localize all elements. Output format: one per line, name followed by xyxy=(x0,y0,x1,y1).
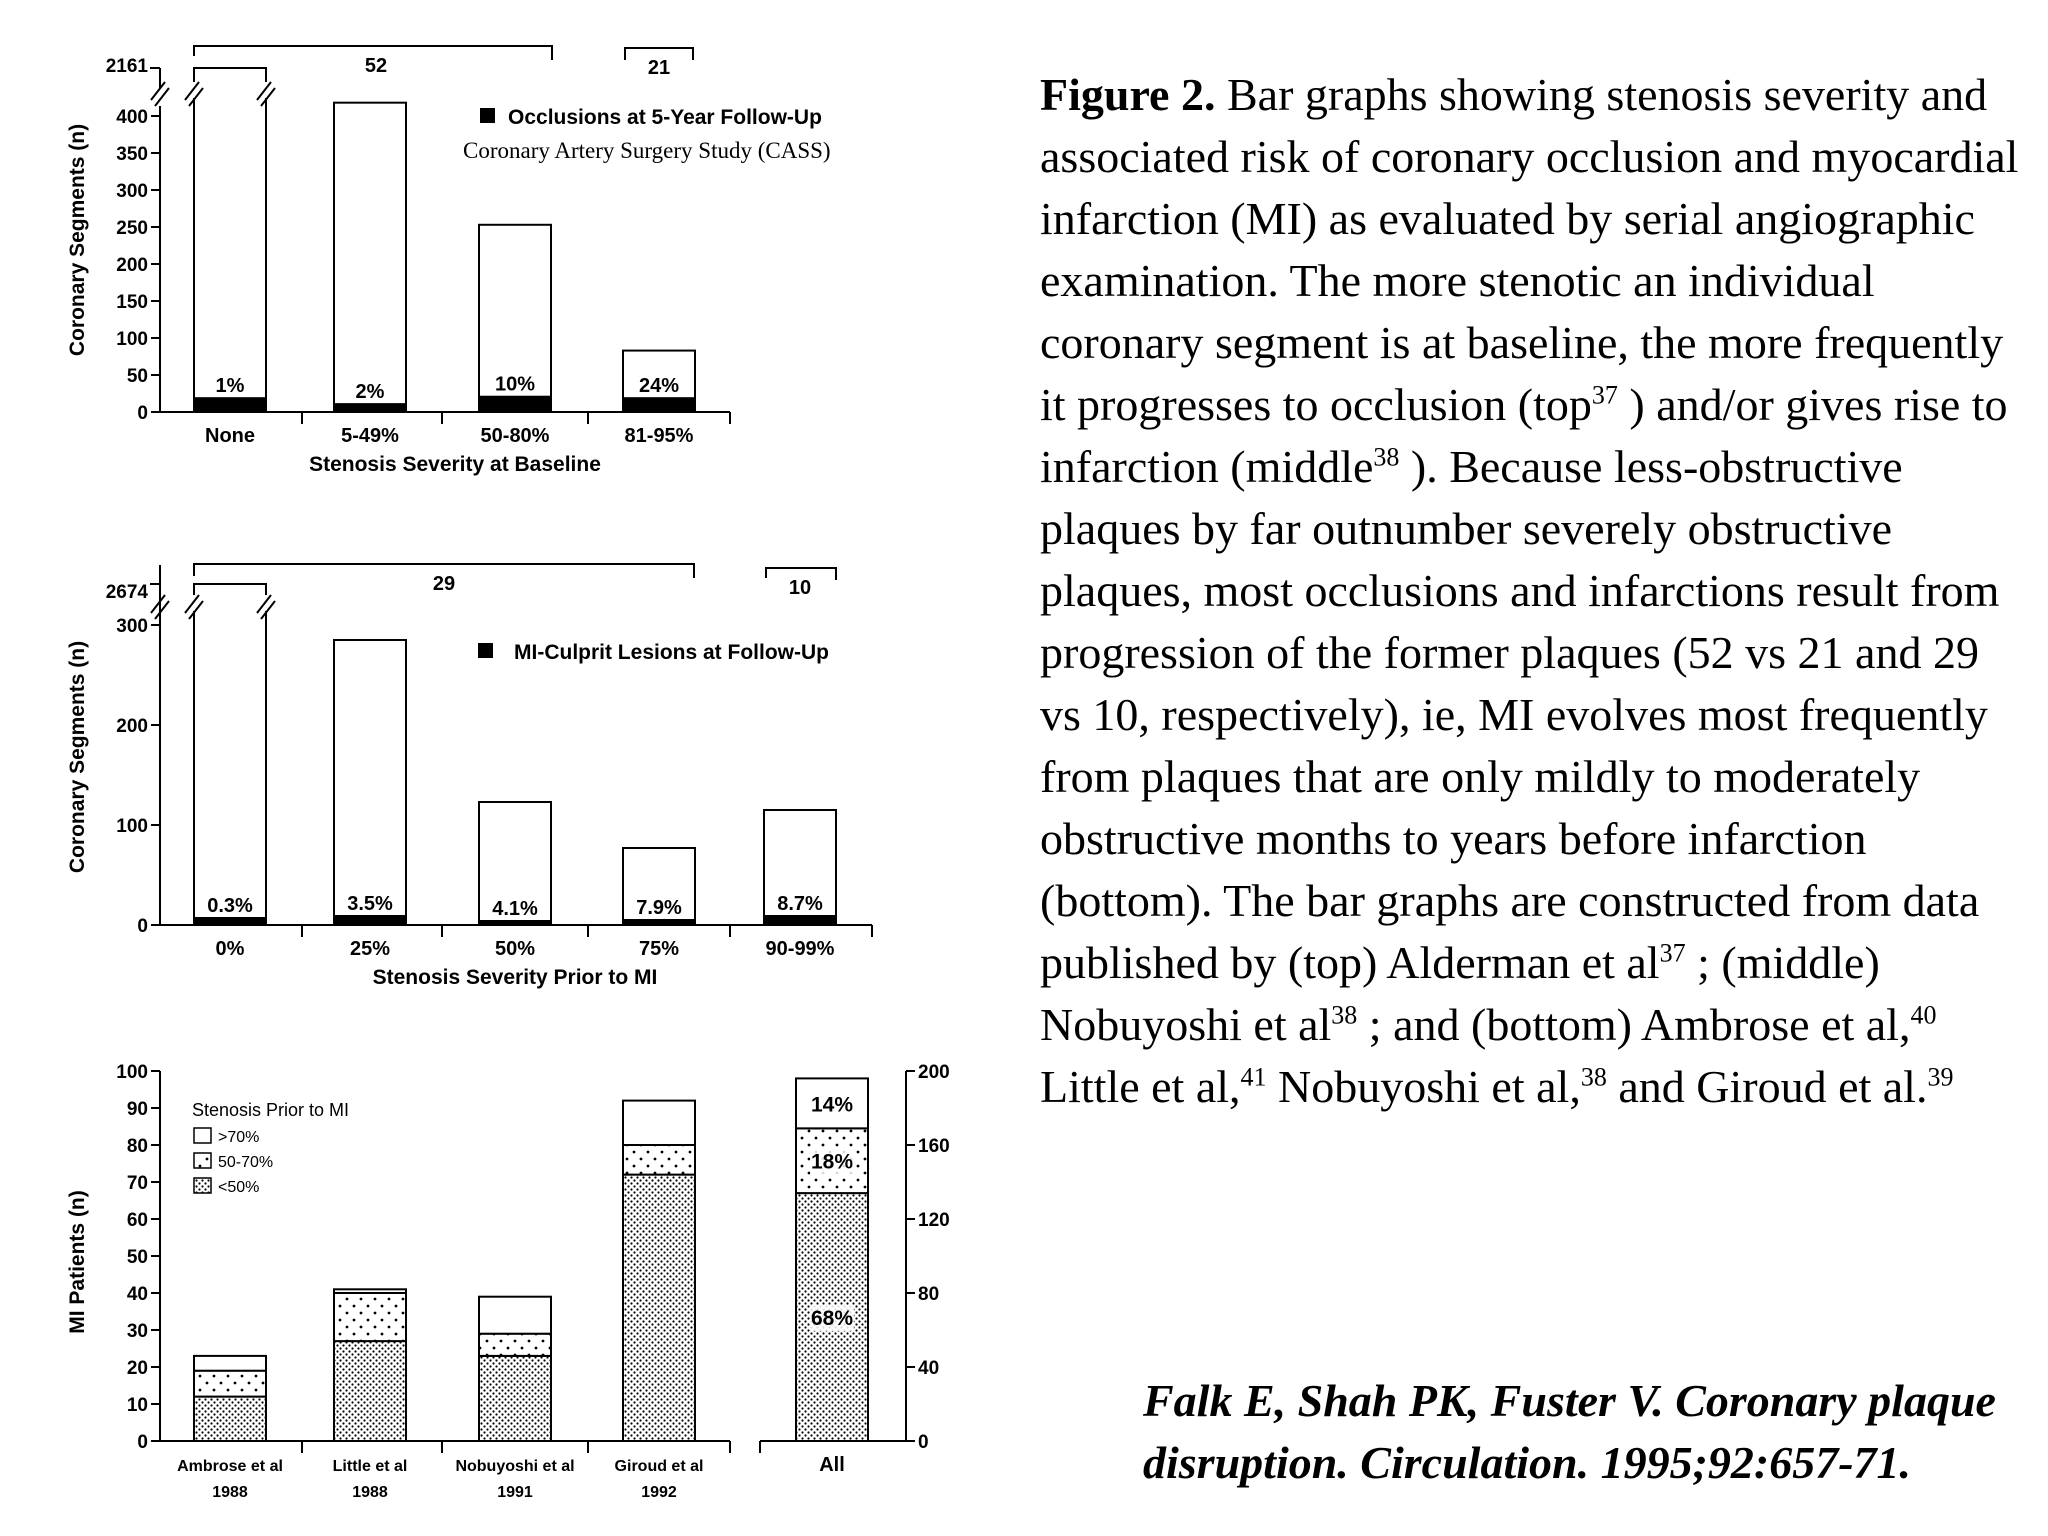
c2-bar-percent-label: 0.3% xyxy=(207,895,253,917)
c3-y-tick-label: 60 xyxy=(126,1210,148,1231)
c3-legend-title: Stenosis Prior to MI xyxy=(192,1100,350,1120)
c3-all-percent-label: 68% xyxy=(810,1307,854,1331)
c3-x-tick-label: Little et al xyxy=(332,1458,408,1475)
c2-y-tick-label: 100 xyxy=(116,816,148,837)
c3-bar-segment xyxy=(334,1293,406,1341)
c2-bar xyxy=(334,640,406,925)
c1-y-tick-label: 250 xyxy=(116,218,148,239)
c1-bar-percent-label: 24% xyxy=(638,375,680,398)
c3-y-tick-label: 40 xyxy=(126,1284,148,1305)
c3-y-tick-label: 80 xyxy=(126,1136,148,1157)
c3-bar-segment xyxy=(479,1356,551,1441)
c2-bar-percent-label: 7.9% xyxy=(636,897,682,919)
c1-y-tick-label: 350 xyxy=(116,144,148,165)
c3-legend-swatch-gt70 xyxy=(194,1128,211,1143)
c2-bracket-left-label: 29 xyxy=(432,573,456,595)
c3-y-axis-ticks xyxy=(116,1062,160,1453)
c3-y2-tick-label: 40 xyxy=(918,1358,940,1379)
caption-text-4: ; (middle) Nobuyoshi et al xyxy=(1040,937,1880,1050)
c1-x-tick-label: 50-80% xyxy=(480,425,550,447)
caption-text-1: Bar graphs showing stenosis severity and associated risk of coronary occlusion and myocardial infarction (MI) as evaluated by serial angiographic examination. The more stenotic an individual coronary segment is at baseline, the more frequently it progresses to occlusion (top xyxy=(1040,69,2019,430)
c3-y-tick-label: 10 xyxy=(126,1395,148,1416)
c3-bar-segment xyxy=(334,1341,406,1441)
c1-y-tick-label: 150 xyxy=(116,292,148,313)
c1-y-tick-label: 0 xyxy=(137,403,148,424)
c3-legend-label-gt70: >70% xyxy=(218,1129,260,1146)
caption-ref-7: 38 xyxy=(1580,1062,1607,1092)
caption-ref-6: 41 xyxy=(1240,1062,1267,1092)
c3-y-tick-label: 90 xyxy=(126,1099,148,1120)
c3-bar-segment xyxy=(479,1334,551,1356)
c3-x-tick-label: 1991 xyxy=(497,1484,533,1501)
c2-bracket-left xyxy=(194,564,694,595)
c2-y-axis-ticks xyxy=(116,565,169,937)
c2-axis-break-label: 2674 xyxy=(105,582,148,603)
c2-bar-percent-label: 3.5% xyxy=(347,893,393,915)
caption-lead: Figure 2. xyxy=(1040,69,1216,120)
caption-ref-3: 37 xyxy=(1659,938,1686,968)
c2-legend-swatch xyxy=(478,643,493,658)
c2-x-axis-ticks xyxy=(160,925,872,960)
c1-y-tick-label: 100 xyxy=(116,329,148,350)
c3-y-tick-label: 100 xyxy=(116,1062,148,1083)
caption-text-3: ). Because less-obstructive plaques by far outnumber severely obstructive plaques, most occlusions and infarctions result from progression of the former plaques (52 vs 21 and 29 vs 10, respectively), ie, MI evolves most frequently from plaques that are only mildly to moderately obstructive months to years before infarction (bottom). The bar graphs are constructed from data published by (top) Alderman et al xyxy=(1040,441,2000,988)
c1-y-tick-label: 200 xyxy=(116,255,148,276)
c1-axis-break-label: 2161 xyxy=(105,56,148,77)
c3-x-tick-label: Ambrose et al xyxy=(177,1458,283,1475)
caption-text-8: and Giroud et al. xyxy=(1606,1061,1928,1112)
c3-y2-tick-label: 120 xyxy=(918,1210,950,1231)
c2-bracket-right xyxy=(766,568,836,599)
c1-bracket-right xyxy=(625,48,693,79)
c2-x-tick-label: 25% xyxy=(349,938,391,960)
c2-bar-black-segment xyxy=(334,915,406,925)
c2-bar-black-segment xyxy=(194,917,266,925)
c3-x-tick-label: All xyxy=(819,1454,845,1476)
c3-y2-tick-label: 80 xyxy=(918,1284,940,1305)
c3-y-tick-label: 0 xyxy=(137,1432,148,1453)
c2-bar xyxy=(194,584,266,925)
c2-bars xyxy=(185,584,836,925)
c2-y-tick-label: 0 xyxy=(137,916,148,937)
caption-ref-1: 37 xyxy=(1591,380,1618,410)
c3-x-tick-label: 1992 xyxy=(641,1484,677,1501)
c3-all-percent-label: 14% xyxy=(810,1093,854,1117)
c3-bar-segment xyxy=(334,1289,406,1293)
c1-legend-swatch xyxy=(480,108,495,123)
c3-legend-label-lt50: <50% xyxy=(218,1179,260,1196)
c1-y-axis-label: Coronary Segments (n) xyxy=(66,123,89,357)
c2-x-tick-label: 0% xyxy=(215,938,245,960)
caption-ref-5: 40 xyxy=(1910,1000,1937,1030)
c2-bracket-right-label: 10 xyxy=(788,577,812,599)
c3-y2-tick-label: 200 xyxy=(918,1062,950,1083)
c3-x-tick-label: 1988 xyxy=(212,1484,248,1501)
caption-text-5: ; and (bottom) Ambrose et al, xyxy=(1357,999,1911,1050)
c1-bar xyxy=(334,103,406,412)
citation: Falk E, Shah PK, Fuster V. Coronary plaque disruption. Circulation. 1995;92:657-71. xyxy=(1143,1375,1996,1488)
c3-bar-segment xyxy=(194,1371,266,1397)
c1-x-tick-label: None xyxy=(205,425,255,447)
caption-ref-4: 38 xyxy=(1331,1000,1358,1030)
c3-x-axis-ticks xyxy=(160,1441,906,1501)
c2-legend-label: MI-Culprit Lesions at Follow-Up xyxy=(514,641,829,664)
c3-legend xyxy=(192,1100,349,1196)
c2-bar-percent-label: 8.7% xyxy=(777,893,823,915)
c3-y-tick-label: 50 xyxy=(126,1247,148,1268)
chart-mi-patients xyxy=(66,1062,950,1501)
c1-bar xyxy=(194,68,266,412)
c2-y-axis-label: Coronary Segments (n) xyxy=(66,640,89,874)
figure-caption xyxy=(1040,64,2020,1118)
c3-bars xyxy=(194,1078,868,1441)
c3-bar-segment xyxy=(623,1175,695,1441)
c3-y-tick-label: 70 xyxy=(126,1173,148,1194)
c3-bar-segment xyxy=(194,1397,266,1441)
c1-bracket-right-label: 21 xyxy=(647,57,671,79)
c3-y-tick-label: 20 xyxy=(126,1358,148,1379)
c3-y2-axis-ticks xyxy=(906,1062,950,1453)
c3-bar-segment xyxy=(623,1101,695,1145)
c2-x-tick-label: 50% xyxy=(494,938,536,960)
c3-legend-label-50-70: 50-70% xyxy=(218,1154,274,1171)
chart-occlusions xyxy=(66,46,831,476)
c3-legend-swatch-lt50 xyxy=(194,1178,211,1193)
c1-bar-black-segment xyxy=(479,396,551,412)
c3-y-axis-label: MI Patients (n) xyxy=(66,1190,89,1334)
c3-y-tick-label: 30 xyxy=(126,1321,148,1342)
c2-bar-percent-label: 4.1% xyxy=(492,898,538,920)
c2-x-tick-label: 90-99% xyxy=(765,938,835,960)
c3-x-tick-label: Nobuyoshi et al xyxy=(455,1458,575,1475)
c1-x-axis-label: Stenosis Severity at Baseline xyxy=(309,453,601,476)
c3-bar-segment xyxy=(623,1145,695,1175)
c1-y-tick-label: 50 xyxy=(126,366,148,387)
c1-subtitle: Coronary Artery Surgery Study (CASS) xyxy=(463,138,831,163)
c3-legend-swatch-50-70 xyxy=(194,1153,211,1168)
c2-x-axis-label: Stenosis Severity Prior to MI xyxy=(372,966,658,989)
chart-mi-culprit xyxy=(66,564,872,989)
caption-text-6: Little et al, xyxy=(1040,1061,1241,1112)
c1-bar-black-segment xyxy=(623,397,695,412)
c2-y-tick-label: 300 xyxy=(116,616,148,637)
c1-legend-label: Occlusions at 5-Year Follow-Up xyxy=(508,106,822,129)
caption-text-2: ) and/or gives rise to infarction (middle xyxy=(1040,379,2008,492)
c1-x-tick-label: 5-49% xyxy=(341,425,399,447)
c2-x-tick-label: 75% xyxy=(638,938,680,960)
caption-ref-2: 38 xyxy=(1373,442,1400,472)
c1-bracket-left-label: 52 xyxy=(364,55,388,77)
c1-bar-percent-label: 2% xyxy=(355,381,385,404)
c3-y2-tick-label: 160 xyxy=(918,1136,950,1157)
caption-ref-8: 39 xyxy=(1927,1062,1954,1092)
c3-x-tick-label: 1988 xyxy=(352,1484,388,1501)
caption-text-7: Nobuyoshi et al, xyxy=(1266,1061,1581,1112)
c1-bar-black-segment xyxy=(194,397,266,412)
c1-x-tick-label: 81-95% xyxy=(624,425,694,447)
c1-bar-black-segment xyxy=(334,403,406,412)
c3-x-tick-label: Giroud et al xyxy=(614,1458,704,1475)
c1-x-axis-ticks xyxy=(160,412,730,447)
c1-y-tick-label: 400 xyxy=(116,107,148,128)
c3-bar-segment xyxy=(479,1297,551,1334)
c1-bar-percent-label: 10% xyxy=(494,373,536,396)
c2-y-tick-label: 200 xyxy=(116,716,148,737)
c1-bar-percent-label: 1% xyxy=(215,375,245,398)
c1-y-tick-label: 300 xyxy=(116,181,148,202)
c3-bar-segment xyxy=(194,1356,266,1371)
c3-all-percent-label: 18% xyxy=(810,1150,854,1174)
c3-y2-tick-label: 0 xyxy=(918,1432,929,1453)
c2-bar-black-segment xyxy=(764,915,836,925)
c1-y-axis-ticks xyxy=(116,68,169,424)
